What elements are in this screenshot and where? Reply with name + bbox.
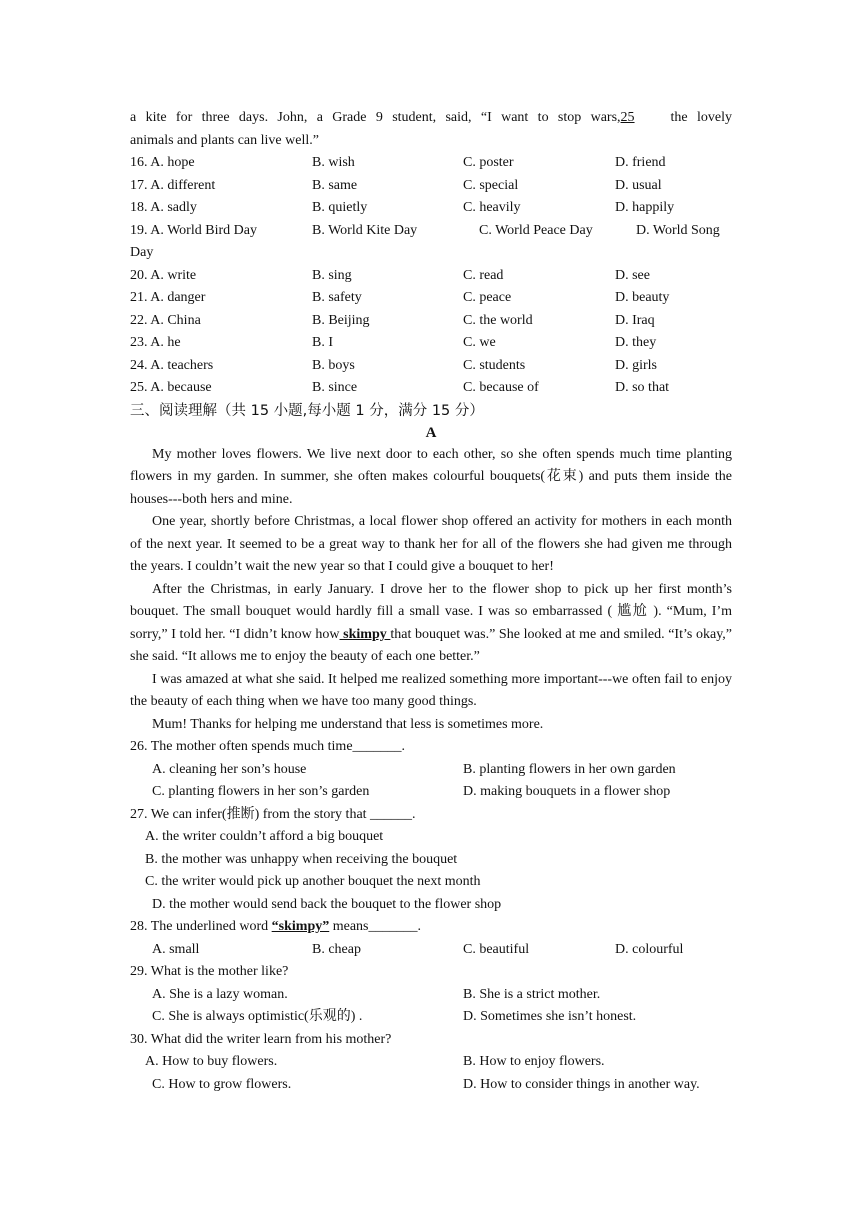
option-row-16 — [130, 152, 732, 175]
option-c: C. She is always optimistic(乐观的) . — [152, 1009, 363, 1024]
option-a: 25. A. because — [130, 380, 212, 395]
option-c: C. How to grow flowers. — [152, 1076, 292, 1092]
option-d: D. they — [615, 335, 657, 350]
underlined-word: “skimpy” — [271, 919, 330, 934]
option-d: D. usual — [615, 177, 662, 193]
question-26-row-1 — [130, 759, 732, 782]
option-d: D. World Song — [636, 222, 720, 238]
question-stem: 28. The underlined word — [130, 919, 269, 934]
answer-blank: _______. — [352, 739, 406, 754]
option-c: C. students — [463, 357, 526, 373]
paragraph-3-after: that bouquet was.” She looked at me and smiled. “It’s okay,” she said. “It allows me to enjoy the beauty of each one better.” — [130, 626, 732, 664]
question-27-option-a: A. the writer couldn’t afford a big bouquet — [145, 829, 384, 844]
question-stem: 27. We can infer(推断) from the story that — [130, 806, 367, 822]
option-row-23 — [130, 332, 732, 355]
question-29-stem: 29. What is the mother like? — [130, 964, 289, 979]
intro-text-after: the lovely — [670, 110, 732, 125]
option-a: 17. A. different — [130, 177, 216, 193]
option-19-wrap: Day — [130, 245, 154, 260]
option-d: D. so that — [615, 380, 670, 395]
option-d: D. Iraq — [615, 312, 655, 328]
option-c: C. because of — [463, 380, 539, 395]
option-d: D. How to consider things in another way. — [463, 1076, 700, 1092]
option-a: A. cleaning her son’s house — [152, 761, 307, 777]
option-b: B. Beijing — [312, 312, 370, 328]
option-row-19 — [130, 220, 732, 243]
question-28-options — [130, 939, 732, 962]
option-b: B. How to enjoy flowers. — [463, 1054, 605, 1069]
question-28-stem — [130, 916, 732, 939]
option-a: 19. A. World Bird Day — [130, 222, 257, 238]
option-a: A. She is a lazy woman. — [152, 986, 288, 1002]
option-a: 23. A. he — [130, 335, 181, 350]
option-b: B. safety — [312, 290, 362, 305]
option-d: D. colourful — [615, 941, 684, 957]
question-30-row-2 — [130, 1074, 732, 1097]
option-b: B. cheap — [312, 941, 361, 957]
question-29-row-2 — [130, 1006, 732, 1029]
option-a: 22. A. China — [130, 312, 201, 328]
option-d: D. beauty — [615, 290, 670, 305]
answer-blank: ______. — [370, 806, 416, 822]
option-a: 16. A. hope — [130, 155, 195, 170]
underlined-word-skimpy: skimpy — [339, 626, 391, 642]
option-a: A. small — [152, 941, 200, 957]
section-heading: 三、阅读理解（共 15 小题,每小题 1 分，满分 15 分） — [130, 402, 484, 419]
option-row-17 — [130, 175, 732, 198]
option-c: C. read — [463, 267, 504, 283]
option-d: D. girls — [615, 357, 657, 373]
option-b: B. same — [312, 177, 358, 193]
passage-paragraph-2: One year, shortly before Christmas, a local flower shop offered an activity for mothers in each month of the next year. It seemed to be a great way to thank her for all of the flowers she had given me through the years. I couldn’t wait the new year so that I could give a bouquet to her! — [130, 514, 732, 574]
option-c: C. poster — [463, 155, 514, 170]
option-c: C. special — [463, 177, 519, 193]
option-c: C. beautiful — [463, 941, 530, 957]
option-b: B. World Kite Day — [312, 222, 418, 238]
option-a: 21. A. danger — [130, 290, 206, 305]
option-b: B. wish — [312, 155, 355, 170]
question-29-row-1 — [130, 984, 732, 1007]
intro-line-1 — [130, 107, 732, 130]
question-27-option-b: B. the mother was unhappy when receiving the bouquet — [145, 851, 458, 867]
option-row-20 — [130, 265, 732, 288]
option-d: D. making bouquets in a flower shop — [463, 784, 671, 799]
option-d: D. see — [615, 267, 650, 283]
question-27-stem — [130, 804, 732, 827]
question-stem-end: means_______. — [332, 919, 421, 934]
option-b: B. boys — [312, 357, 355, 373]
passage-paragraph-5: Mum! Thanks for helping me understand that less is sometimes more. — [152, 716, 544, 732]
option-row-21 — [130, 287, 732, 310]
option-c: C. peace — [463, 290, 512, 305]
option-c: C. heavily — [463, 200, 521, 215]
option-row-18 — [130, 197, 732, 220]
passage-paragraph-4: I was amazed at what she said. It helped me realized something more important---we often fail to enjoy the beauty of each thing when we have too many good things. — [130, 671, 732, 709]
option-d: D. friend — [615, 155, 666, 170]
option-row-24 — [130, 355, 732, 378]
option-c: C. we — [463, 335, 496, 350]
option-d: D. Sometimes she isn’t honest. — [463, 1009, 637, 1024]
paragraph-3-before: After the Christmas, in early January. I drove her to the flower shop to pick up her first month’s bouquet. The small bouquet would hardly fill a small vase. I was so embarrassed ( 尴尬 ). “Mum, I’m sorry,” I told her. “I didn’t know how — [130, 581, 732, 642]
option-b: B. since — [312, 380, 358, 395]
option-a: 18. A. sadly — [130, 200, 197, 215]
option-b: B. planting flowers in her own garden — [463, 761, 676, 777]
option-b: B. sing — [312, 267, 352, 283]
passage-label: A — [425, 424, 437, 441]
option-b: B. quietly — [312, 200, 368, 215]
blank-25: 25 — [620, 110, 635, 125]
question-26-row-2 — [130, 781, 732, 804]
option-row-22 — [130, 310, 732, 333]
option-c: C. the world — [463, 312, 533, 328]
option-d: D. happily — [615, 200, 675, 215]
intro-line-2: animals and plants can live well.” — [130, 132, 319, 148]
question-26-stem — [130, 736, 732, 759]
option-b: B. I — [312, 335, 333, 350]
passage-paragraph-1: My mother loves flowers. We live next door to each other, so she often spends much time planting flowers in my garden. In summer, she often makes colourful bouquets(花束) and puts them inside the houses---both hers and mine. — [130, 446, 732, 507]
question-30-stem: 30. What did the writer learn from his mother? — [130, 1031, 392, 1047]
option-a: 20. A. write — [130, 267, 197, 283]
option-a: A. How to buy flowers. — [145, 1054, 278, 1069]
question-27-option-c: C. the writer would pick up another bouquet the next month — [145, 874, 481, 889]
option-row-25 — [130, 377, 732, 400]
exam-page — [130, 107, 732, 1096]
passage-paragraph-3 — [130, 579, 732, 669]
option-b: B. She is a strict mother. — [463, 986, 601, 1002]
option-c: C. planting flowers in her son’s garden — [152, 784, 370, 799]
question-stem: 26. The mother often spends much time — [130, 739, 353, 754]
intro-text-before: a kite for three days. John, a Grade 9 student, said, “I want to stop wars, — [130, 110, 621, 125]
option-c: C. World Peace Day — [479, 222, 593, 238]
question-30-row-1 — [130, 1051, 732, 1074]
option-a: 24. A. teachers — [130, 357, 214, 373]
question-27-option-d: D. the mother would send back the bouquet to the flower shop — [152, 896, 502, 912]
